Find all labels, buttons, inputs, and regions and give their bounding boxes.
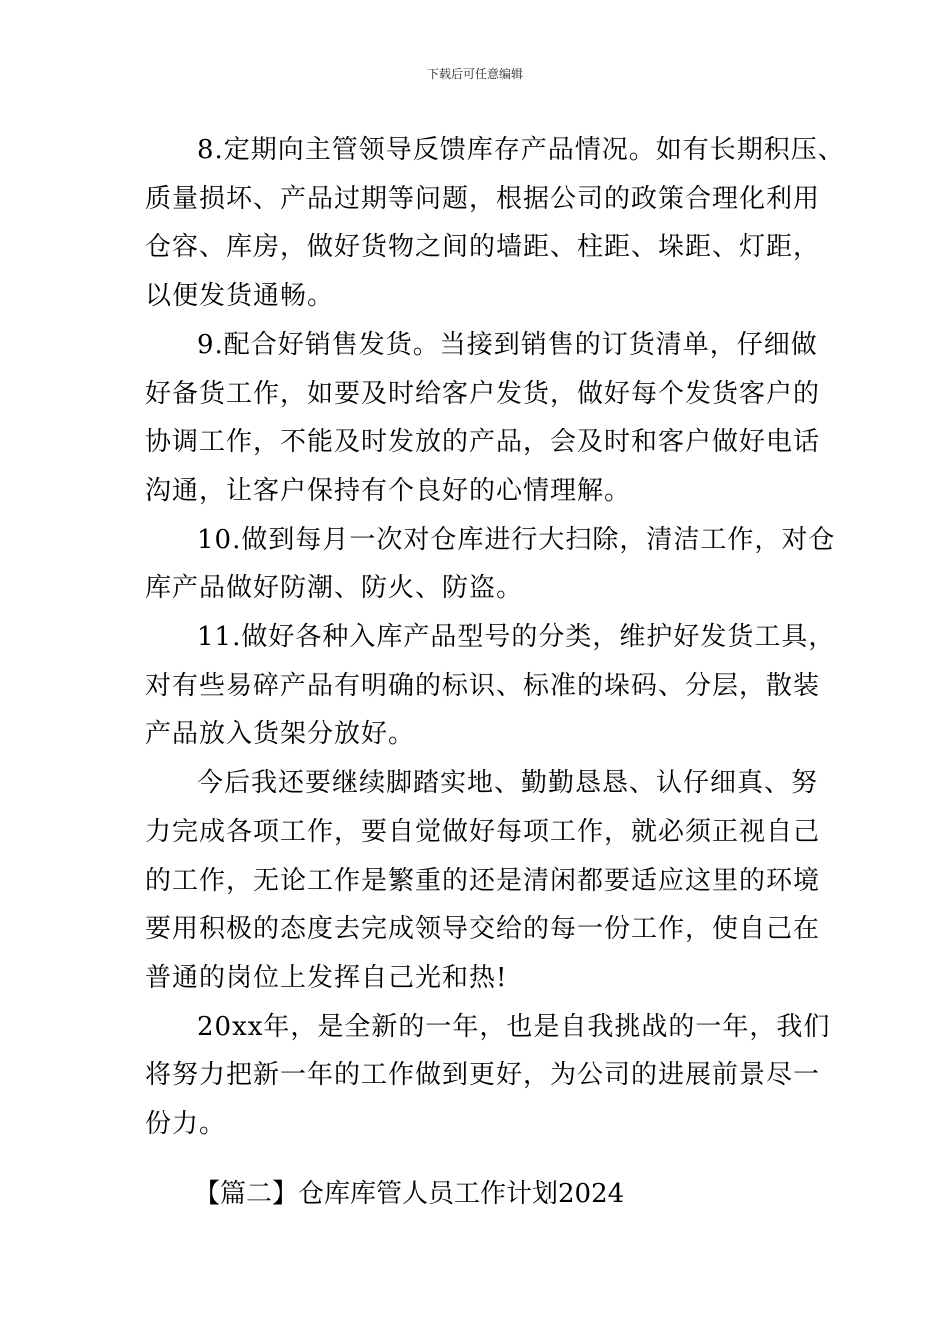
header-note: 下载后可任意编辑 — [426, 67, 523, 81]
section-heading: 【篇二】仓库库管人员工作计划2024 — [194, 1179, 625, 1209]
text-line: 20xx年，是全新的一年，也是自我挑战的一年，我们 — [197, 1011, 831, 1042]
text-line: 以便发货通畅。 — [145, 281, 335, 312]
text-line: 协调工作，不能及时发放的产品，会及时和客户做好电话 — [145, 427, 821, 458]
text-line: 11.做好各种入库产品型号的分类，维护好发货工具， — [197, 622, 836, 653]
text-line: 8.定期向主管领导反馈库存产品情况。如有长期积压、 — [197, 135, 845, 165]
text-line: 好备货工作，如要及时给客户发货，做好每个发货客户的 — [145, 378, 821, 409]
text-line: 今后我还要继续脚踏实地、勤勤恳恳、认仔细真、努 — [197, 768, 819, 799]
text-line: 将努力把新一年的工作做到更好，为公司的进展前景尽一 — [145, 1060, 821, 1091]
text-line: 力完成各项工作，要自觉做好每项工作，就必须正视自己 — [145, 816, 821, 847]
text-line: 普通的岗位上发挥自己光和热! — [145, 962, 508, 993]
text-line: 的工作，无论工作是繁重的还是清闲都要适应这里的环境 — [145, 865, 821, 896]
paragraph-item-9 — [145, 321, 821, 516]
text-line: 要用积极的态度去完成领导交给的每一份工作，使自己在 — [145, 914, 821, 945]
text-line: 沟通，让客户保持有个良好的心情理解。 — [145, 475, 632, 506]
text-line: 份力。 — [145, 1109, 227, 1140]
text-line: 仓容、库房，做好货物之间的墙距、柱距、垛距、灯距， — [145, 232, 821, 263]
paragraph-outlook — [145, 759, 821, 1003]
text-line: 产品放入货架分放好。 — [145, 719, 416, 750]
text-line: 9.配合好销售发货。当接到销售的订货清单，仔细做 — [197, 329, 818, 360]
text-line: 对有些易碎产品有明确的标识、标准的垛码、分层，散装 — [145, 670, 821, 701]
paragraph-item-8 — [145, 126, 845, 321]
text-line: 10.做到每月一次对仓库进行大扫除，清洁工作，对仓 — [197, 524, 836, 555]
text-line: 质量损坏、产品过期等问题，根据公司的政策合理化利用 — [145, 183, 821, 214]
paragraph-item-11 — [145, 613, 836, 759]
paragraph-new-year — [145, 1003, 831, 1149]
text-line: 库产品做好防潮、防火、防盗。 — [145, 573, 524, 604]
body-text — [145, 126, 845, 1149]
paragraph-item-10 — [145, 516, 836, 613]
